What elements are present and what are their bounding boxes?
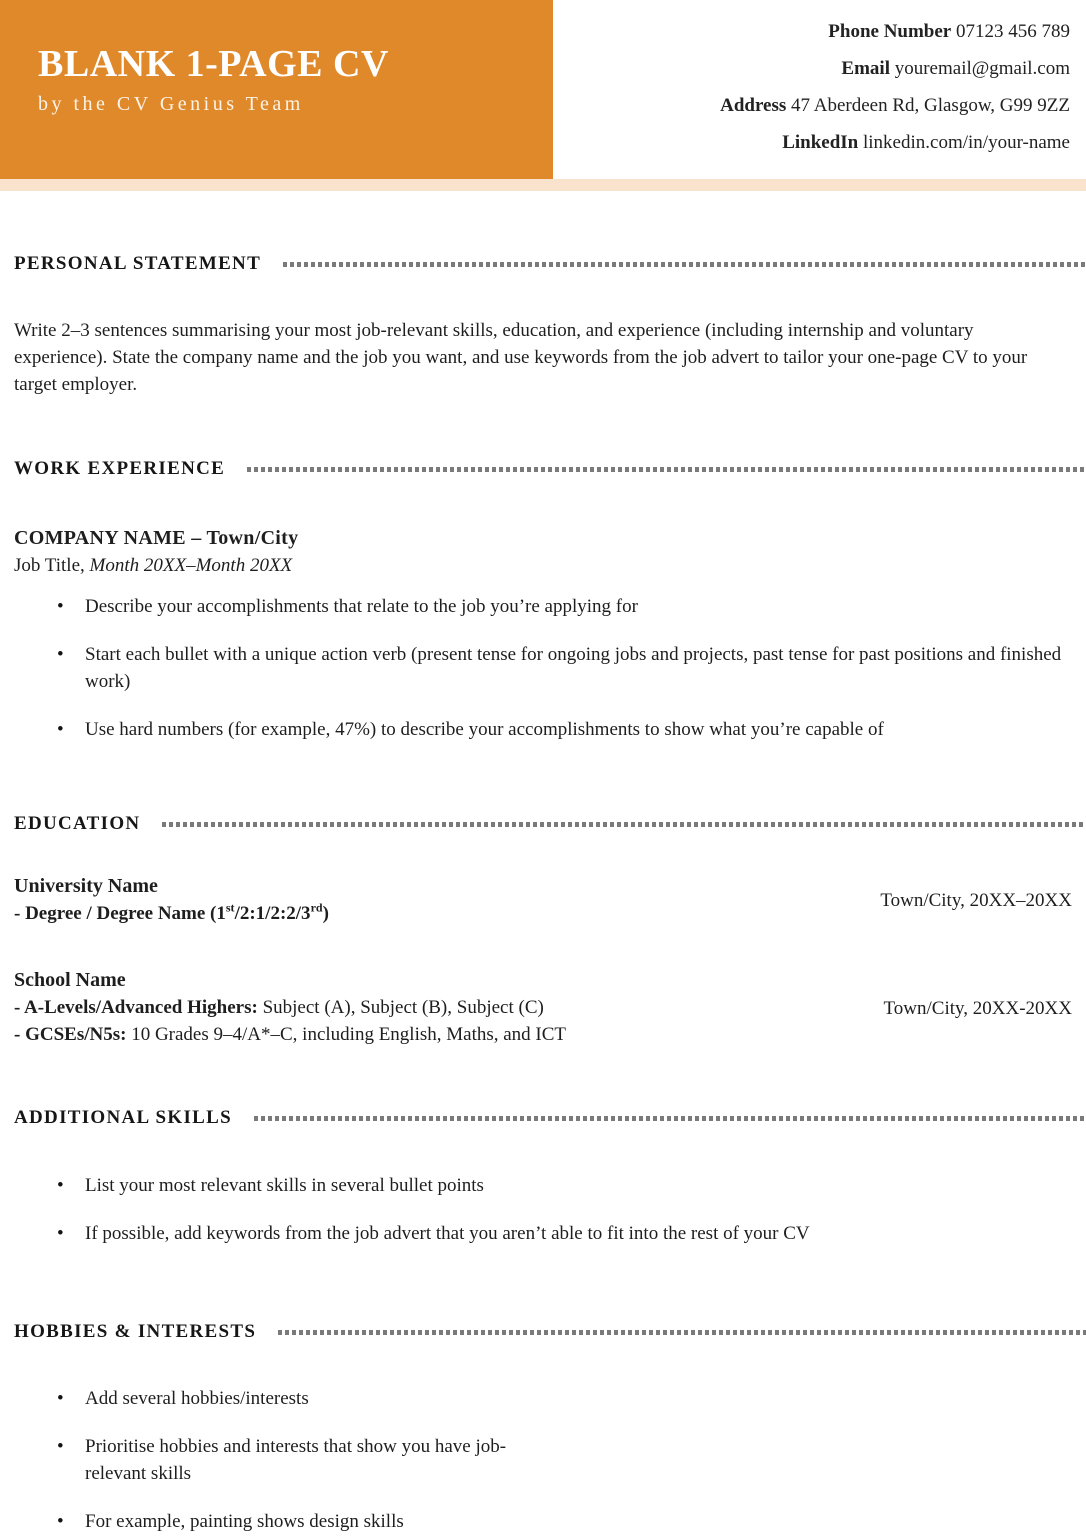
job-title-line [14,552,1072,579]
list-item: • Use hard numbers (for example, 47%) to describe your accomplishments to show what you’re capable of [55,716,1072,743]
work-experience-bullets [14,593,1072,743]
list-item: • Describe your accomplishments that relate to the job you’re applying for [55,593,1072,620]
contact-label: Email [841,58,890,79]
degree-text: - Degree / Degree Name (1 [14,903,226,924]
contact-value: 07123 456 789 [956,21,1070,42]
gcse-label: - GCSEs/N5s: [14,1024,127,1045]
contact-row-email [720,50,1070,87]
contact-label: LinkedIn [782,132,859,153]
job-dates: Month 20XX–Month 20XX [89,555,293,576]
gcse-line [14,1021,1072,1048]
section-title: WORK EXPERIENCE [14,458,226,479]
contact-row-phone [720,13,1070,50]
section-title: PERSONAL STATEMENT [14,253,262,274]
school-location-dates: Town/City, 20XX-20XX [883,998,1072,1019]
section-education [14,813,1072,1048]
section-heading-row [14,813,1072,835]
section-heading-row [14,1107,1072,1129]
list-item: • Prioritise hobbies and interests that show you have job-relevant skills [55,1433,520,1487]
cv-subtitle: by the CV Genius Team [38,92,304,115]
additional-skills-bullets [14,1172,1072,1247]
job-title: Job Title, [14,555,90,576]
alevels-label: - A-Levels/Advanced Highers: [14,997,258,1018]
dotted-rule [247,467,1086,472]
education-entry-school [14,967,1072,1048]
header [0,0,1086,179]
section-title: ADDITIONAL SKILLS [14,1107,232,1128]
section-hobbies-interests [14,1321,1072,1535]
list-item: • Start each bullet with a unique action verb (present tense for ongoing jobs and projects, past tense for past positions and finished work) [55,641,1072,695]
education-entry-university [14,873,1072,927]
contact-label: Address [720,95,787,116]
degree-superscript: st [225,900,235,915]
degree-text: /2:1/2:2/3 [234,903,311,924]
section-personal-statement [14,253,1072,398]
section-title: EDUCATION [14,813,141,834]
company-name: COMPANY NAME – Town/City [14,527,299,549]
contact-value: linkedin.com/in/your-name [863,132,1070,153]
section-additional-skills [14,1107,1072,1247]
gcse-grades: 10 Grades 9–4/A*–C, including English, Maths, and ICT [126,1024,567,1045]
list-item: • If possible, add keywords from the job advert that you aren’t able to fit into the rest of your CV [55,1220,1072,1247]
dotted-rule [278,1330,1086,1335]
university-name: University Name [14,875,158,897]
university-location-dates: Town/City, 20XX–20XX [880,890,1072,911]
school-name: School Name [14,969,126,991]
list-item: • List your most relevant skills in several bullet points [55,1172,1072,1199]
hobbies-bullets [14,1385,1072,1535]
personal-statement-text: Write 2–3 sentences summarising your most job-relevant skills, education, and experience (including internship and voluntary experience). State the company name and the job you want, and use keywords from the job advert to tailor your one-page CV to your target employer. [14,320,1028,395]
dotted-rule [254,1116,1086,1121]
list-item: • Add several hobbies/interests [55,1385,1072,1412]
section-heading-row [14,458,1072,480]
section-work-experience [14,458,1072,743]
contact-row-address [720,87,1070,124]
section-heading-row [14,1321,1072,1343]
degree-superscript: rd [310,900,323,915]
alevels-subjects: Subject (A), Subject (B), Subject (C) [257,997,544,1018]
contact-value: 47 Aberdeen Rd, Glasgow, G99 9ZZ [791,95,1070,116]
contact-info [720,0,1086,161]
contact-label: Phone Number [828,21,952,42]
dotted-rule [283,262,1086,267]
brand-box [0,0,553,179]
degree-text: ) [322,903,329,924]
cv-body [0,253,1086,1535]
contact-row-linkedin [720,124,1070,161]
cv-title: BLANK 1-PAGE CV [38,43,389,85]
section-title: HOBBIES & INTERESTS [14,1321,257,1342]
divider-strip [0,179,1086,191]
section-heading-row [14,253,1072,275]
contact-value: youremail@gmail.com [894,58,1070,79]
dotted-rule [162,822,1086,827]
list-item: • For example, painting shows design skills [55,1508,1072,1535]
